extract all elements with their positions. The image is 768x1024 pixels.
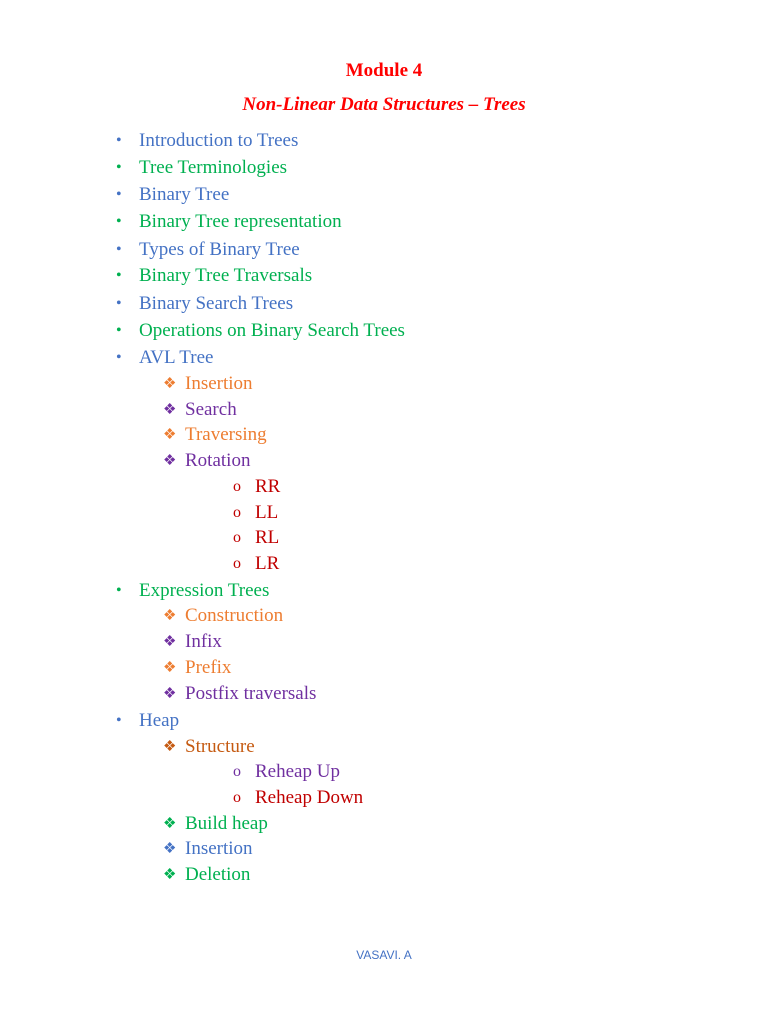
- diamond-bullet-icon: ❖: [163, 453, 177, 469]
- list-item-label: Binary Search Trees: [139, 293, 294, 314]
- bullet-icon: •: [116, 267, 122, 284]
- footer-author: VASAVI. A: [356, 948, 412, 962]
- list-item-label: Operations on Binary Search Trees: [139, 320, 405, 341]
- diamond-bullet-icon: ❖: [163, 376, 177, 392]
- list-item-label: Binary Tree representation: [139, 211, 342, 232]
- list-item-label: RR: [255, 476, 281, 497]
- list-item-label: Heap: [139, 710, 180, 731]
- list-item-label: Binary Tree Traversals: [139, 265, 313, 286]
- circle-bullet-icon: o: [233, 529, 241, 546]
- bullet-icon: •: [116, 159, 122, 176]
- list-item: [116, 580, 270, 602]
- list-item-label: Binary Tree: [139, 184, 230, 205]
- list-item-label: LR: [255, 553, 280, 574]
- list-item: [233, 553, 280, 575]
- list-item: [163, 683, 317, 705]
- list-item: [163, 399, 237, 421]
- circle-bullet-icon: o: [233, 555, 241, 572]
- list-item: [163, 864, 251, 886]
- page-title: Module 4: [345, 60, 423, 81]
- circle-bullet-icon: o: [233, 478, 241, 495]
- list-item-label: Prefix: [185, 657, 232, 678]
- list-item: [116, 239, 300, 261]
- list-item: [163, 605, 284, 627]
- list-item: [163, 813, 268, 835]
- list-item: [116, 710, 180, 732]
- list-item: [233, 476, 281, 498]
- bullet-icon: •: [116, 186, 122, 203]
- bullet-icon: •: [116, 582, 122, 599]
- bullet-icon: •: [116, 349, 122, 366]
- bullet-icon: •: [116, 322, 122, 339]
- list-item-label: Types of Binary Tree: [139, 239, 300, 260]
- list-item-label: Reheap Down: [255, 787, 364, 808]
- list-item-label: Construction: [185, 605, 284, 626]
- diamond-bullet-icon: ❖: [163, 841, 177, 857]
- bullet-icon: •: [116, 295, 122, 312]
- list-item-label: Rotation: [185, 450, 251, 471]
- list-item-label: Reheap Up: [255, 761, 340, 782]
- list-item: [233, 502, 279, 524]
- list-item: [116, 157, 288, 179]
- diamond-bullet-icon: ❖: [163, 660, 177, 676]
- list-item: [163, 657, 232, 679]
- bullet-icon: •: [116, 712, 122, 729]
- list-item: [163, 838, 253, 860]
- list-item: [116, 184, 230, 206]
- list-item: [116, 211, 342, 233]
- list-item-label: Traversing: [185, 424, 267, 445]
- list-item: [163, 736, 255, 758]
- circle-bullet-icon: o: [233, 789, 241, 806]
- list-item: [163, 450, 251, 472]
- list-item-label: Tree Terminologies: [139, 157, 288, 178]
- list-item: [116, 130, 299, 152]
- list-item: [116, 347, 214, 369]
- diamond-bullet-icon: ❖: [163, 402, 177, 418]
- diamond-bullet-icon: ❖: [163, 739, 177, 755]
- list-item-label: Insertion: [185, 373, 253, 394]
- list-item-label: Search: [185, 399, 237, 420]
- list-item-label: Build heap: [185, 813, 268, 834]
- list-item-label: Infix: [185, 631, 222, 652]
- list-item: [163, 373, 253, 395]
- bullet-icon: •: [116, 241, 122, 258]
- list-item-label: Postfix traversals: [185, 683, 317, 704]
- list-item-label: Expression Trees: [139, 580, 270, 601]
- diamond-bullet-icon: ❖: [163, 686, 177, 702]
- page-subtitle: Non-Linear Data Structures – Trees: [242, 94, 526, 115]
- diamond-bullet-icon: ❖: [163, 427, 177, 443]
- list-item: [233, 761, 340, 783]
- list-item: [116, 293, 294, 315]
- list-item-label: Insertion: [185, 838, 253, 859]
- diamond-bullet-icon: ❖: [163, 634, 177, 650]
- list-item-label: Structure: [185, 736, 255, 757]
- bullet-icon: •: [116, 213, 122, 230]
- list-item-label: Deletion: [185, 864, 251, 885]
- list-item: [116, 320, 405, 342]
- diamond-bullet-icon: ❖: [163, 608, 177, 624]
- diamond-bullet-icon: ❖: [163, 867, 177, 883]
- list-item: [116, 265, 313, 287]
- bullet-icon: •: [116, 132, 122, 149]
- list-item: [233, 787, 364, 809]
- list-item-label: RL: [255, 527, 280, 548]
- diamond-bullet-icon: ❖: [163, 816, 177, 832]
- circle-bullet-icon: o: [233, 763, 241, 780]
- list-item-label: Introduction to Trees: [139, 130, 299, 151]
- list-item: [163, 631, 222, 653]
- list-item: [163, 424, 267, 446]
- circle-bullet-icon: o: [233, 504, 241, 521]
- list-item-label: LL: [255, 502, 279, 523]
- list-item: [233, 527, 280, 549]
- list-item-label: AVL Tree: [139, 347, 214, 368]
